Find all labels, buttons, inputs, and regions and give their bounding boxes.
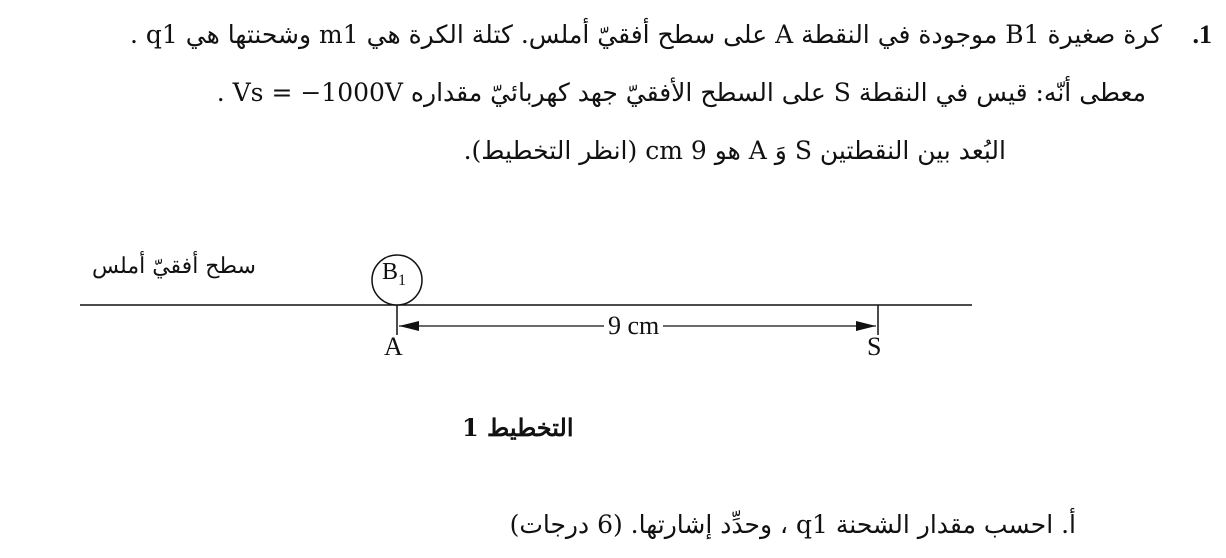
diagram-caption: التخطيط 1: [462, 413, 574, 442]
point-s-label: S: [867, 332, 882, 361]
question-line-3: البُعد بين النقطتين S وَ A هو 9 cm (انظر التخطيط).: [463, 136, 1006, 165]
arrowhead-right: [856, 321, 876, 331]
arrowhead-left: [399, 321, 419, 331]
question-line-2: معطى أنّه: قيس في النقطة S على السطح الأفقيّ جهد كهربائيّ مقداره Vs = −1000V .: [216, 78, 1146, 107]
part-a: أ. احسب مقدار الشحنة q1 ، وحدِّد إشارتها. (6 درجات): [509, 510, 1076, 539]
question-number: .1: [1192, 20, 1212, 49]
distance-label: 9 cm: [604, 311, 663, 341]
surface-label: سطح أفقيّ أملس: [92, 254, 256, 279]
point-a-label: A: [384, 332, 403, 361]
ball-label: $B_1$: [382, 259, 407, 289]
question-line-1: كرة صغيرة B1 موجودة في النقطة A على سطح أفقيّ أملس. كتلة الكرة هي m1 وشحنتها هي q1 .: [129, 20, 1162, 49]
